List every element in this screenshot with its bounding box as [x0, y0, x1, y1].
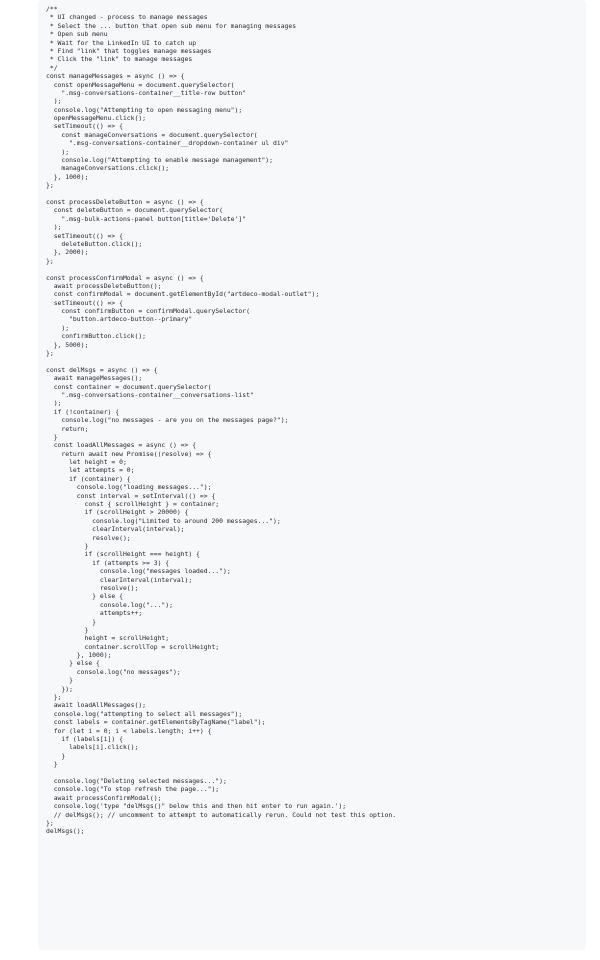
code-line: const processDeleteButton = async () => {: [46, 197, 204, 206]
code-line: const confirmModal = document.getElementById("artdeco-modal-outlet");: [46, 290, 320, 299]
code-line: openMessageMenu.click();: [46, 114, 147, 123]
code-line: [46, 357, 396, 365]
code-line: } else {: [46, 592, 123, 601]
code-line: /**: [46, 5, 58, 13]
code-line: [46, 265, 396, 273]
code-line: [46, 769, 396, 777]
code-line: resolve();: [46, 583, 139, 592]
code-block: [38, 0, 586, 950]
code-line: const manageMessages = async () => {: [46, 72, 185, 81]
code-line: if (!container) {: [46, 407, 120, 416]
code-line: );: [46, 399, 62, 408]
code-line: console.log("no messages");: [46, 667, 181, 676]
code-listing: [46, 5, 396, 836]
code-line: * UI changed - process to manage messages: [46, 13, 208, 22]
code-line: }: [46, 432, 58, 441]
code-line: console.log("Deleting selected messages...");: [46, 776, 227, 785]
code-line: */: [46, 63, 58, 72]
code-line: manageConversations.click();: [46, 164, 170, 173]
code-line: console.log("...");: [46, 600, 173, 609]
code-line: height = scrollHeight;: [46, 634, 170, 643]
code-line: const confirmButton = confirmModal.querySelector(: [46, 307, 250, 316]
code-line: console.log("Limited to around 200 messages...");: [46, 516, 281, 525]
code-line: ".msg-conversations-container__conversations-list": [46, 390, 254, 399]
code-line: let attempts = 0;: [46, 466, 135, 475]
code-line: };: [46, 256, 54, 265]
code-line: ".msg-conversations-container__title-row button": [46, 88, 247, 97]
code-line: return;: [46, 424, 89, 433]
code-line: const container = document.querySelector(: [46, 382, 212, 391]
code-line: * Select the ... button that open sub menu for managing messages: [46, 21, 297, 30]
code-line: * Find "link" that toggles manage messages: [46, 46, 212, 55]
code-line: deleteButton.click();: [46, 239, 143, 248]
code-line: console.log("Attempting to enable message management");: [46, 156, 274, 165]
code-line: if (attempts >= 3) {: [46, 558, 170, 567]
code-line: console.log("To stop refresh the page...");: [46, 785, 220, 794]
code-line: }: [46, 625, 89, 634]
code-line: const delMsgs = async () => {: [46, 365, 158, 374]
code-line: console.log("attempting to select all messages");: [46, 709, 243, 718]
code-line: if (scrollHeight > 20000) {: [46, 508, 189, 517]
code-line: const manageConversations = document.querySelector(: [46, 130, 258, 139]
code-line: console.log("Attempting to open messaging menu");: [46, 105, 243, 114]
code-line: const interval = setInterval(() => {: [46, 491, 216, 500]
code-line: ".msg-bulk-actions-panel button[title='Delete']": [46, 214, 247, 223]
code-line: const processConfirmModal = async () => {: [46, 273, 204, 282]
code-line: * Click the "link" to manage messages: [46, 55, 193, 64]
code-line: container.scrollTop = scrollHeight;: [46, 642, 220, 651]
code-line: await loadAllMessages();: [46, 701, 147, 710]
code-line: } else {: [46, 659, 100, 668]
code-line: const { scrollHeight } = container;: [46, 500, 220, 509]
code-line: }: [46, 760, 58, 769]
code-line: }: [46, 676, 73, 685]
code-line: resolve();: [46, 533, 131, 542]
code-line: }: [46, 617, 97, 626]
code-line: console.log("messages loaded...");: [46, 567, 231, 576]
code-line: return await new Promise((resolve) => {: [46, 449, 212, 458]
code-line: clearInterval(interval);: [46, 575, 193, 584]
code-line: };: [46, 693, 62, 702]
code-line: );: [46, 323, 70, 332]
code-line: // delMsgs(); // uncomment to attempt to automatically rerun. Could not test this option.: [46, 810, 397, 819]
code-line: };: [46, 181, 54, 190]
code-line: );: [46, 97, 62, 106]
code-line: const deleteButton = document.querySelector(: [46, 206, 223, 215]
code-line: };: [46, 349, 54, 358]
code-line: confirmButton.click();: [46, 332, 147, 341]
code-line: };: [46, 818, 54, 827]
code-line: const labels = container.getElementsByTagName("label");: [46, 718, 266, 727]
code-line: console.log("no messages - are you on the messages page?");: [46, 416, 289, 425]
code-line: }: [46, 542, 89, 550]
code-line: for (let i = 0; i < labels.length; i++) {: [46, 726, 212, 735]
code-line: }, 2000);: [46, 248, 89, 257]
code-line: "button.artdeco-button--primary": [46, 315, 193, 324]
code-line: });: [46, 684, 73, 693]
code-line: );: [46, 223, 62, 232]
code-line: labels[i].click();: [46, 743, 139, 752]
code-line: * Wait for the LinkedIn UI to catch up: [46, 38, 197, 47]
code-line: clearInterval(interval);: [46, 525, 185, 534]
code-line: console.log('type "delMsgs()" below this and then hit enter to run again.');: [46, 802, 347, 811]
code-line: }, 5000);: [46, 340, 89, 349]
code-line: await processDeleteButton();: [46, 281, 162, 290]
code-line: if (container) {: [46, 474, 131, 483]
code-line: }, 1000);: [46, 651, 112, 660]
code-line: if (scrollHeight === height) {: [46, 550, 200, 559]
code-line: ".msg-conversations-container__dropdown-container ul div": [46, 139, 289, 148]
code-line: setTimeout(() => {: [46, 231, 123, 240]
code-line: await manageMessages();: [46, 374, 143, 383]
code-line: console.log("loading messages...");: [46, 483, 212, 492]
code-line: delMsgs();: [46, 827, 85, 836]
code-line: await processConfirmModal();: [46, 793, 162, 802]
code-line: }, 1000);: [46, 172, 89, 181]
code-line: * Open sub menu: [46, 30, 108, 39]
code-line: }: [46, 751, 66, 760]
code-line: if (labels[i]) {: [46, 734, 123, 743]
code-line: const openMessageMenu = document.querySelector(: [46, 80, 235, 89]
code-line: let height = 0;: [46, 458, 127, 467]
code-line: setTimeout(() => {: [46, 122, 123, 131]
code-line: const loadAllMessages = async () => {: [46, 441, 197, 450]
code-line: attempts++;: [46, 609, 143, 618]
code-line: [46, 190, 396, 198]
code-line: );: [46, 147, 70, 156]
code-line: setTimeout(() => {: [46, 298, 123, 307]
